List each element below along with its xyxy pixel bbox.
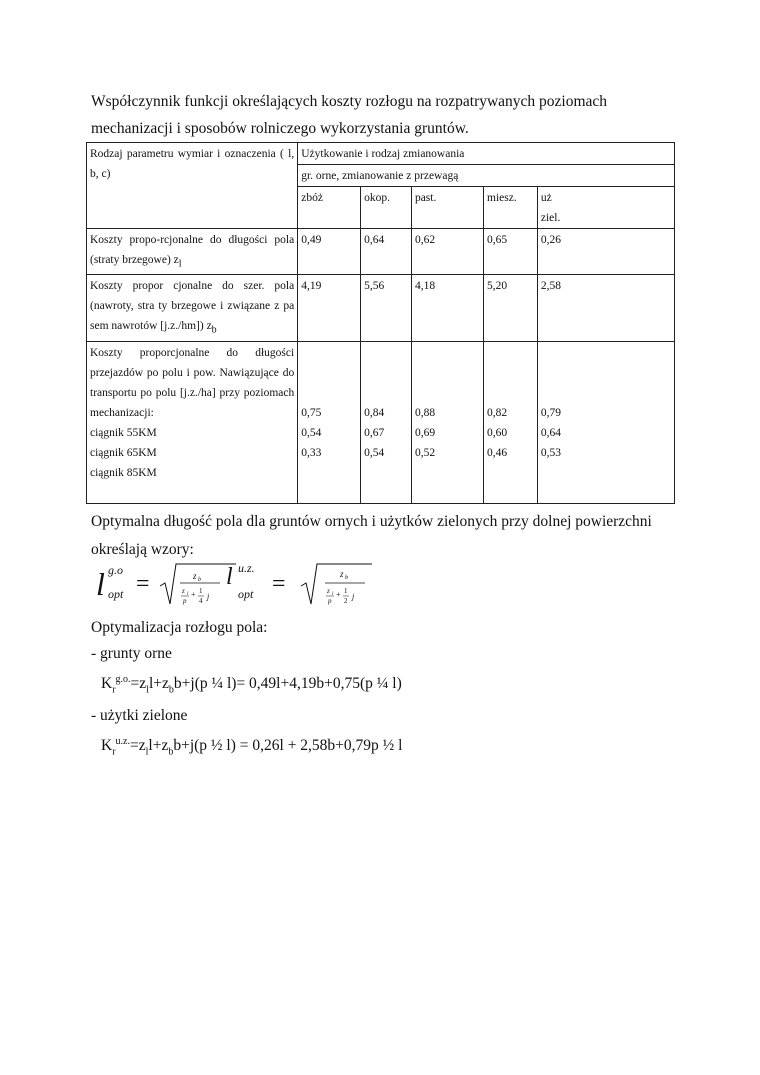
f2-r: r bbox=[112, 746, 116, 758]
table-cell: 0,79 bbox=[540, 406, 561, 419]
f2-k: K bbox=[101, 737, 113, 755]
row1-label: Koszty propo-rcjonalne do długości pola (straty brzegowe) z bbox=[90, 234, 295, 266]
row1-label-sub: l bbox=[178, 258, 182, 270]
param-header: Rodzaj parametru wymiar i oznaczenia ( l, b, c) bbox=[90, 148, 295, 180]
f1-sub1: l bbox=[146, 684, 149, 696]
formula-sub-uz: opt bbox=[238, 587, 254, 601]
row1-label-cell bbox=[87, 229, 298, 275]
row3-values-miesz bbox=[484, 341, 538, 503]
formula-eq-uz: = bbox=[272, 571, 286, 597]
f2-sub1: l bbox=[145, 746, 149, 758]
item-uzytki-zielone: - użytki zielone bbox=[91, 707, 188, 725]
formula-l-uz: l bbox=[226, 564, 233, 590]
table-cell: 0,54 bbox=[301, 426, 322, 439]
table-cell: 2,58 bbox=[537, 275, 674, 341]
col-header-okop: okop. bbox=[361, 187, 412, 229]
optimal-length-paragraph bbox=[91, 508, 691, 564]
optimal-line-1: Optymalna długość pola dla gruntów ornych i użytków zielonych przy dolnej powierzchni bbox=[91, 513, 652, 530]
row3-values-uz-ziel bbox=[537, 341, 674, 503]
f1-part1: =z bbox=[130, 675, 147, 693]
formula-sup-go: g.o bbox=[108, 563, 123, 577]
num-sub-go: b bbox=[198, 577, 201, 583]
table-cell: 0,67 bbox=[364, 426, 385, 439]
param-header-cell bbox=[87, 143, 298, 229]
row2-label: Koszty propor cjonalne do szer. pola (nawroty, stra ty brzegowe i związane z pa sem nawrotów [j.z./hm]) z bbox=[90, 280, 295, 333]
table-cell: 0,82 bbox=[487, 406, 508, 419]
table-cell: 0,69 bbox=[414, 426, 436, 439]
table-cell: 0,26 bbox=[537, 229, 674, 275]
table-cell: 0,65 bbox=[484, 229, 538, 275]
den-z-sub-go: l bbox=[187, 592, 189, 597]
table-cell: 0,75 bbox=[301, 406, 322, 419]
den-frac-num-uz: 1 bbox=[344, 587, 348, 595]
row3-label: Koszty proporcjonalne do długości przejazdów po polu i pow. Nawiązujące do transportu po polu [j.z./ha] przy poziomach mechanizacji: bbox=[90, 346, 295, 419]
den-frac-den-go: 4 bbox=[199, 597, 203, 605]
den-j-go: j bbox=[207, 592, 210, 601]
intro-paragraph bbox=[91, 88, 691, 142]
f2-part3: b+j(p ½ l) = 0,26l + 2,58b+0,79p ½ l bbox=[173, 737, 403, 755]
f1-r: r bbox=[112, 684, 116, 696]
col-header-miesz: miesz. bbox=[484, 187, 538, 229]
parameters-table bbox=[86, 142, 675, 504]
table-cell: 0,62 bbox=[411, 229, 483, 275]
table-cell: 0,33 bbox=[301, 446, 322, 459]
num-sub-uz: b bbox=[345, 575, 348, 581]
table-cell: 4,18 bbox=[411, 275, 483, 341]
formula-svg bbox=[96, 560, 426, 612]
tractor-65km: ciągnik 65KM bbox=[90, 446, 157, 459]
optimal-length-formulas bbox=[96, 560, 426, 612]
col-header-past: past. bbox=[411, 187, 483, 229]
table-cell: 0,64 bbox=[361, 229, 412, 275]
tractor-55km: ciągnik 55KM bbox=[90, 426, 157, 439]
row3-label-cell bbox=[87, 341, 298, 503]
f2-part1: =z bbox=[130, 737, 146, 755]
row2-label-sub: b bbox=[211, 324, 217, 336]
den-z-uz: z bbox=[327, 587, 330, 595]
table-cell: 0,53 bbox=[540, 446, 561, 459]
table-cell: 0,60 bbox=[487, 426, 508, 439]
den-frac-num-go: 1 bbox=[199, 587, 203, 595]
table-cell: 0,54 bbox=[364, 446, 385, 459]
col-header-uz-ziel-text: uż ziel. bbox=[540, 192, 561, 224]
table-cell: 0,84 bbox=[364, 406, 385, 419]
f1-part3: b+j(p ¼ l)= 0,49l+4,19b+0,75(p ¼ l) bbox=[173, 675, 402, 693]
f1-k: K bbox=[101, 675, 113, 693]
rozlog-title: Optymalizacja rozłogu pola: bbox=[91, 619, 268, 636]
table-cell: 0,52 bbox=[414, 446, 436, 459]
den-p-go: p bbox=[183, 597, 187, 605]
usage-header-cell bbox=[298, 143, 675, 165]
den-z-sub-uz: l bbox=[332, 592, 334, 597]
subheader-cell bbox=[298, 165, 675, 187]
formula-grunty-orne bbox=[91, 667, 711, 703]
den-plus-uz: + bbox=[336, 590, 341, 599]
row3-values-zboz bbox=[298, 341, 361, 503]
usage-header: Użytkowanie i rodzaj zmianowania bbox=[301, 148, 465, 160]
row3-values-okop bbox=[361, 341, 412, 503]
intro-line-1: Współczynnik funkcji określających koszty rozłogu na rozpatrywanych poziomach bbox=[91, 93, 608, 110]
den-plus-go: + bbox=[191, 590, 196, 599]
table-cell: 5,56 bbox=[361, 275, 412, 341]
formula-uzytki-zielone bbox=[91, 729, 711, 765]
table-cell: 0,64 bbox=[540, 426, 561, 439]
num-z-go: z bbox=[193, 571, 197, 581]
tractor-85km: ciągnik 85KM bbox=[90, 466, 157, 479]
den-z-go: z bbox=[182, 587, 185, 595]
table-cell: 0,46 bbox=[487, 446, 508, 459]
row3-values-past bbox=[411, 341, 483, 503]
f2-sup: u.z. bbox=[115, 736, 130, 748]
den-p-uz: p bbox=[328, 597, 332, 605]
table-cell: 5,20 bbox=[484, 275, 538, 341]
optimal-line-2: określają wzory: bbox=[91, 541, 194, 558]
f2-sub2: b bbox=[168, 746, 174, 758]
num-z-uz: z bbox=[340, 569, 344, 579]
rozlog-optimization bbox=[91, 615, 711, 766]
row2-label-cell bbox=[87, 275, 298, 341]
den-frac-den-uz: 2 bbox=[344, 597, 348, 605]
f1-part2: l+z bbox=[148, 675, 169, 693]
subheader: gr. orne, zmianowanie z przewagą bbox=[301, 170, 459, 182]
table-cell: 0,88 bbox=[414, 406, 436, 419]
intro-line-2: mechanizacji i sposobów rolniczego wykorzystania gruntów. bbox=[91, 120, 469, 137]
formula-eq-go: = bbox=[136, 571, 150, 597]
f1-sub2: b bbox=[168, 684, 174, 696]
f1-sup: g.o. bbox=[115, 674, 131, 685]
formula-sup-uz: u.z. bbox=[238, 561, 255, 575]
f2-part2: l+z bbox=[148, 737, 169, 755]
den-j-uz: j bbox=[352, 592, 355, 601]
item-grunty-orne: - grunty orne bbox=[91, 645, 172, 662]
table-cell: 4,19 bbox=[298, 275, 361, 341]
formula-sub-go: opt bbox=[108, 587, 124, 601]
col-header-uz-ziel bbox=[537, 187, 674, 229]
table-cell: 0,49 bbox=[298, 229, 361, 275]
formula-l-go: l bbox=[96, 566, 105, 602]
col-header-zboz: zbóż bbox=[298, 187, 361, 229]
sqrt-sign-go bbox=[160, 564, 236, 604]
